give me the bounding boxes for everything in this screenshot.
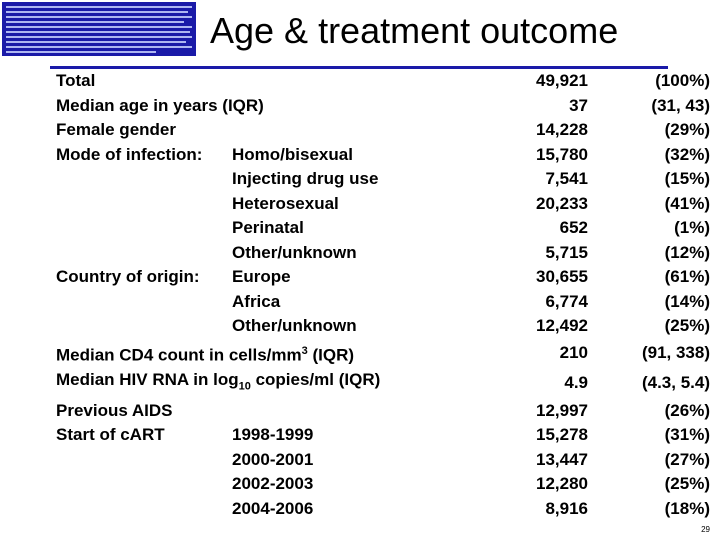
row-label-text: Median HIV RNA in log bbox=[56, 369, 239, 389]
row-label-text: Median age in years (IQR) bbox=[56, 95, 264, 115]
row-percent: (14%) bbox=[664, 291, 710, 311]
row-percent: (91, 338) bbox=[641, 342, 710, 362]
row-sublabel: Other/unknown bbox=[232, 242, 357, 262]
row-count: 12,997 bbox=[536, 400, 588, 420]
table-row bbox=[56, 94, 710, 119]
table-row bbox=[56, 448, 710, 473]
table-row bbox=[56, 472, 710, 497]
row-sublabel: Heterosexual bbox=[232, 193, 339, 213]
row-count: 30,655 bbox=[536, 267, 588, 286]
row-count: 12,280 bbox=[536, 474, 588, 494]
row-percent: (25%) bbox=[664, 316, 710, 335]
row-sublabel: Europe bbox=[232, 267, 291, 286]
page-number: 29 bbox=[701, 525, 710, 534]
row-count: 6,774 bbox=[545, 291, 588, 311]
row-label-subscript: 10 bbox=[238, 380, 251, 393]
row-count: 13,447 bbox=[536, 449, 588, 469]
table-row bbox=[56, 339, 710, 368]
row-sublabel: Other/unknown bbox=[232, 316, 357, 335]
row-label bbox=[56, 290, 232, 315]
table-row bbox=[56, 423, 710, 448]
row-label bbox=[56, 265, 232, 290]
row-label-text: Mode of infection: bbox=[56, 144, 203, 164]
row-label-superscript: 3 bbox=[301, 344, 308, 357]
row-percent: (41%) bbox=[664, 193, 710, 213]
row-percent: (15%) bbox=[664, 169, 710, 188]
row-percent: (61%) bbox=[664, 267, 710, 286]
table-row bbox=[56, 192, 710, 217]
row-percent: (31, 43) bbox=[651, 95, 710, 115]
row-count: 12,492 bbox=[536, 316, 588, 335]
row-label bbox=[56, 143, 232, 168]
row-label bbox=[56, 399, 448, 424]
row-count: 14,228 bbox=[536, 120, 588, 139]
row-label-text: Previous AIDS bbox=[56, 400, 173, 420]
row-percent: (1%) bbox=[674, 218, 710, 237]
row-count: 7,541 bbox=[545, 169, 588, 188]
row-count: 15,278 bbox=[536, 425, 588, 445]
row-label bbox=[56, 69, 448, 94]
slide-title: Age & treatment outcome bbox=[210, 10, 619, 51]
row-label bbox=[56, 472, 232, 497]
row-count: 210 bbox=[559, 342, 588, 362]
row-label bbox=[56, 167, 232, 192]
row-sublabel: 1998-1999 bbox=[232, 425, 314, 445]
row-label-text: Start of cART bbox=[56, 425, 165, 445]
row-percent: (12%) bbox=[664, 242, 710, 262]
table-row bbox=[56, 241, 710, 266]
row-percent: (4.3, 5.4) bbox=[641, 372, 710, 392]
table-row bbox=[56, 399, 710, 424]
row-sublabel: Injecting drug use bbox=[232, 169, 379, 188]
table-row bbox=[56, 216, 710, 241]
row-sublabel: Homo/bisexual bbox=[232, 144, 353, 164]
row-percent: (29%) bbox=[664, 120, 710, 139]
row-label bbox=[56, 314, 232, 339]
row-label bbox=[56, 216, 232, 241]
row-label-suffix: copies/ml (IQR) bbox=[250, 369, 381, 389]
table-row bbox=[56, 167, 710, 192]
row-percent: (32%) bbox=[664, 144, 710, 164]
row-sublabel: 2004-2006 bbox=[232, 498, 314, 518]
table-row bbox=[56, 118, 710, 143]
row-label bbox=[56, 497, 232, 522]
table-row bbox=[56, 368, 710, 399]
row-percent: (25%) bbox=[664, 474, 710, 494]
row-count: 8,916 bbox=[545, 498, 588, 518]
row-sublabel: 2000-2001 bbox=[232, 449, 314, 469]
row-percent: (100%) bbox=[655, 71, 710, 90]
row-label-text: Median CD4 count in cells/mm bbox=[56, 345, 302, 365]
table-row bbox=[56, 69, 710, 94]
table-row bbox=[56, 265, 710, 290]
table-row bbox=[56, 290, 710, 315]
row-count: 37 bbox=[569, 95, 588, 115]
row-label-text: Female gender bbox=[56, 120, 176, 139]
table-row bbox=[56, 143, 710, 168]
row-label-text: Country of origin: bbox=[56, 267, 200, 286]
row-sublabel: Perinatal bbox=[232, 218, 304, 237]
row-percent: (31%) bbox=[664, 425, 710, 445]
row-percent: (26%) bbox=[664, 400, 710, 420]
row-count: 5,715 bbox=[545, 242, 588, 262]
row-label bbox=[56, 339, 448, 368]
logo-text-block-icon bbox=[2, 2, 196, 56]
row-label bbox=[56, 448, 232, 473]
row-count: 652 bbox=[559, 218, 588, 237]
row-label-text: Total bbox=[56, 71, 96, 90]
row-label bbox=[56, 94, 448, 119]
collaboration-logo bbox=[2, 2, 196, 56]
row-sublabel: Africa bbox=[232, 291, 281, 311]
row-label bbox=[56, 423, 232, 448]
row-count: 4.9 bbox=[564, 372, 588, 392]
table-row bbox=[56, 314, 710, 339]
row-percent: (18%) bbox=[664, 498, 710, 518]
row-label bbox=[56, 192, 232, 217]
outcome-table bbox=[56, 69, 710, 521]
row-label bbox=[56, 241, 232, 266]
row-label bbox=[56, 368, 448, 399]
row-count: 49,921 bbox=[536, 71, 588, 90]
row-percent: (27%) bbox=[664, 449, 710, 469]
row-count: 15,780 bbox=[536, 144, 588, 164]
row-count: 20,233 bbox=[536, 193, 588, 213]
row-label bbox=[56, 118, 448, 143]
row-sublabel: 2002-2003 bbox=[232, 474, 314, 494]
row-label-suffix: (IQR) bbox=[307, 345, 355, 365]
table-row bbox=[56, 497, 710, 522]
